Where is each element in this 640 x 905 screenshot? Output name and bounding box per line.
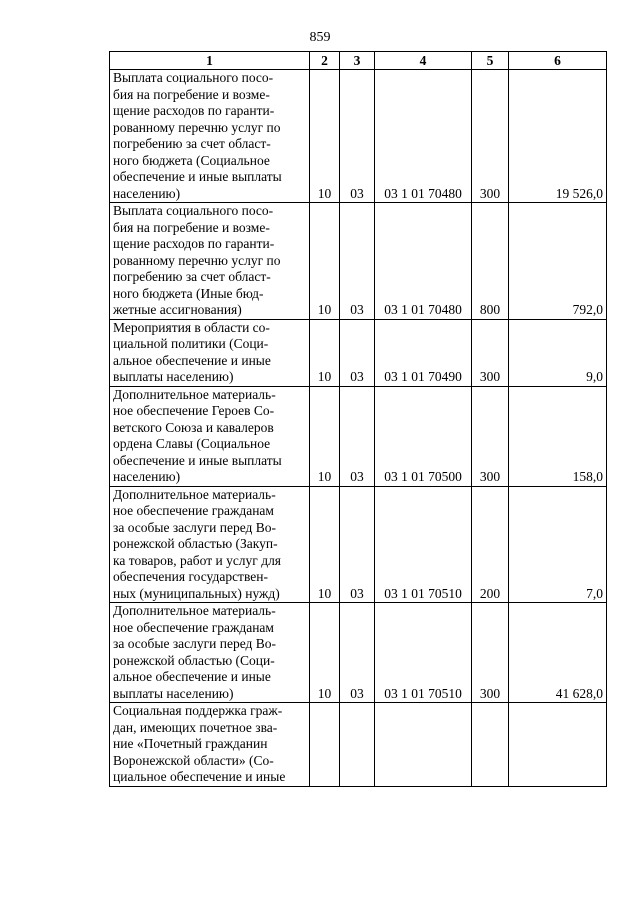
row-name: Выплата социального посо- бия на погребение и возме- щение расходов по гаранти- рованному перечню услуг по погребению за счет област- ного бюджета (Социальное обеспечение и иные выплаты населению) [110,70,310,203]
row-name: Социальная поддержка граж- дан, имеющих почетное зва- ние «Почетный гражданин Воронежской области» (Со- циальное обеспечение и иные [110,703,310,787]
row-target-code: 03 1 01 70480 [375,70,472,203]
row-amount: 158,0 [509,386,607,486]
row-target-code: 03 1 01 70510 [375,486,472,603]
row-section: 10 [310,319,340,386]
table-row [110,486,607,603]
row-target-code: 03 1 01 70480 [375,203,472,320]
table-header-row [110,52,607,70]
table-row [110,603,607,703]
row-target-code: 03 1 01 70510 [375,603,472,703]
row-name: Дополнительное материаль- ное обеспечение гражданам за особые заслуги перед Во- ронежской областью (Соци- альное обеспечение и иные выплаты населению) [110,603,310,703]
row-name: Выплата социального посо- бия на погребение и возме- щение расходов по гаранти- рованному перечню услуг по погребению за счет област- ного бюджета (Иные бюд- жетные ассигнования) [110,203,310,320]
row-expense-type: 300 [472,386,509,486]
row-amount [509,703,607,787]
row-subsection: 03 [340,386,375,486]
table-row [110,703,607,787]
row-target-code: 03 1 01 70500 [375,386,472,486]
header-col-4: 4 [375,52,472,70]
row-amount: 7,0 [509,486,607,603]
row-amount: 19 526,0 [509,70,607,203]
row-name: Дополнительное материаль- ное обеспечение Героев Со- ветского Союза и кавалеров ордена Славы (Социальное обеспечение и иные выплаты населению) [110,386,310,486]
header-col-2: 2 [310,52,340,70]
row-expense-type: 300 [472,319,509,386]
row-amount: 792,0 [509,203,607,320]
header-col-6: 6 [509,52,607,70]
row-subsection: 03 [340,70,375,203]
row-section: 10 [310,203,340,320]
header-col-3: 3 [340,52,375,70]
row-target-code: 03 1 01 70490 [375,319,472,386]
budget-table [109,51,607,787]
table-row [110,319,607,386]
row-expense-type: 300 [472,603,509,703]
row-expense-type: 200 [472,486,509,603]
row-section: 10 [310,70,340,203]
row-name: Дополнительное материаль- ное обеспечение гражданам за особые заслуги перед Во- ронежской областью (Закуп- ка товаров, работ и услуг для обеспечения государствен- ных (муниципальных) нужд) [110,486,310,603]
table-row [110,386,607,486]
page-number: 859 [309,30,331,45]
row-subsection: 03 [340,603,375,703]
row-subsection: 03 [340,486,375,603]
row-section [310,703,340,787]
header-col-5: 5 [472,52,509,70]
row-name: Мероприятия в области со- циальной политики (Соци- альное обеспечение и иные выплаты населению) [110,319,310,386]
row-subsection [340,703,375,787]
table-row [110,70,607,203]
row-amount: 41 628,0 [509,603,607,703]
row-expense-type [472,703,509,787]
header-col-1: 1 [110,52,310,70]
row-amount: 9,0 [509,319,607,386]
table-row [110,203,607,320]
row-target-code [375,703,472,787]
row-subsection: 03 [340,203,375,320]
row-section: 10 [310,603,340,703]
row-expense-type: 300 [472,70,509,203]
row-section: 10 [310,486,340,603]
row-expense-type: 800 [472,203,509,320]
row-section: 10 [310,386,340,486]
row-subsection: 03 [340,319,375,386]
